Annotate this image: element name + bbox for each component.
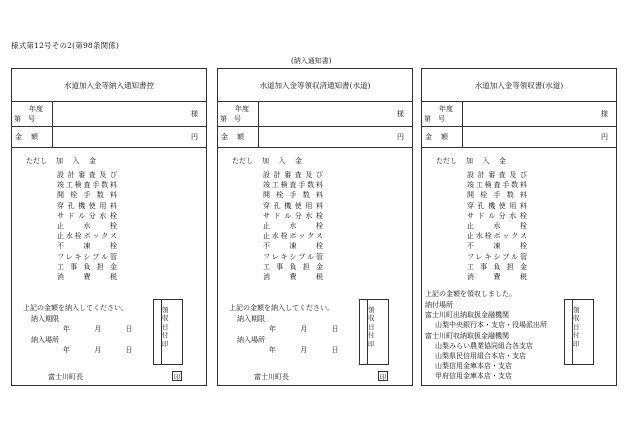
mayor-name: 富士川町長 xyxy=(254,373,289,381)
receipt-date-stamp-box xyxy=(564,299,594,365)
fee-item: フレキシブル管 xyxy=(263,252,323,261)
tadashi-label: ただし xyxy=(26,157,47,165)
fee-item: 設計審査及び xyxy=(263,171,323,179)
number-label-cell xyxy=(218,101,259,126)
fee-item: フレキシブル管 xyxy=(57,252,117,261)
form-reference: 様式第12号その2(第98条関係) xyxy=(11,41,120,50)
fee-item: サドル分水栓 xyxy=(467,211,527,220)
fee-item: 止水栓ボックス xyxy=(57,232,117,241)
number-row xyxy=(422,101,616,127)
number-row xyxy=(12,101,206,127)
fee-item: 止水栓 xyxy=(263,222,323,231)
deadline-date: 年 月 日 xyxy=(63,325,133,333)
mayor-name: 富士川町長 xyxy=(48,373,83,381)
pay-place-item: 富士川町収納取扱金融機関 xyxy=(425,331,509,340)
addressee-suffix: 様 xyxy=(397,110,404,118)
kanyu-kin-label: 加入金 xyxy=(466,157,516,165)
receipt-sentence: 上記の金額を領収しました。 xyxy=(425,290,516,298)
fee-item: 不凍栓 xyxy=(263,242,323,251)
yen-unit: 円 xyxy=(397,133,404,141)
fee-item: 穿孔機使用料 xyxy=(467,201,527,210)
panel-receipt-notice xyxy=(217,68,413,386)
stamp-label: 領収日付印 xyxy=(162,306,169,348)
amount-row xyxy=(422,126,616,148)
stamp-label: 領収日付印 xyxy=(368,306,375,348)
fee-item: 止水栓ボックス xyxy=(467,232,527,241)
receipt-date-stamp-box xyxy=(359,299,389,365)
panel-receipt xyxy=(421,68,617,386)
amount-label: 金額 xyxy=(221,133,253,141)
tadashi-label: ただし xyxy=(232,157,253,165)
panel-title xyxy=(422,69,616,102)
amount-label-cell xyxy=(218,126,259,147)
fee-item-list xyxy=(467,170,527,282)
fiscal-year-label: 年度 xyxy=(235,105,249,113)
notice-sentence: 上記の金額を納入してください。 xyxy=(229,304,334,312)
tadashi-label: ただし xyxy=(436,157,457,165)
fiscal-year-label: 年度 xyxy=(29,105,43,113)
fee-item: 竣工検査手数料 xyxy=(467,181,527,190)
fee-item: 不凍栓 xyxy=(467,242,527,251)
fee-item: 設計審査及び xyxy=(467,171,527,179)
fee-item: 工事負担金 xyxy=(263,262,323,271)
fee-item: 竣工検査手数料 xyxy=(263,181,323,190)
panel-title xyxy=(12,69,206,102)
place-label: 納入場所 xyxy=(237,335,265,344)
addressee-suffix: 様 xyxy=(601,110,608,118)
fiscal-year-label: 年度 xyxy=(439,105,453,113)
fee-item: 穿孔機使用料 xyxy=(57,201,117,210)
fee-item: 止水栓 xyxy=(467,222,527,231)
fee-item-list xyxy=(57,170,117,282)
fee-item: 穿孔機使用料 xyxy=(263,201,323,210)
panel-title xyxy=(218,69,412,102)
amount-row xyxy=(12,126,206,148)
seal-mark: 印 xyxy=(379,372,387,381)
amount-label-cell xyxy=(12,126,53,147)
stamp-label: 領収日付印 xyxy=(573,306,580,348)
fee-item: 開栓手数料 xyxy=(57,191,117,200)
kanyu-kin-label: 加入金 xyxy=(262,157,312,165)
number-label-cell xyxy=(422,101,463,126)
amount-label: 金額 xyxy=(425,133,457,141)
number-label: 第号 xyxy=(424,115,452,123)
notice-sentence: 上記の金額を納入してください。 xyxy=(23,304,128,312)
place-date: 年 月 日 xyxy=(269,346,339,354)
pay-place-label: 納付場所 xyxy=(425,301,453,309)
fee-item: 消費税 xyxy=(263,273,323,282)
fee-item: 竣工検査手数料 xyxy=(57,181,117,190)
place-label: 納入場所 xyxy=(31,335,59,344)
fee-item: 工事負担金 xyxy=(467,262,527,271)
yen-unit: 円 xyxy=(191,133,198,141)
fee-item: フレキシブル管 xyxy=(467,252,527,261)
fee-item: 不凍栓 xyxy=(57,242,117,251)
fee-item: サドル分水栓 xyxy=(263,211,323,220)
fee-item: 消費税 xyxy=(57,273,117,282)
deadline-date: 年 月 日 xyxy=(269,325,339,333)
panel-title-text: 水道加入金等領収書(水道) xyxy=(474,80,564,90)
fee-item: 止水栓 xyxy=(57,222,117,231)
pay-place-item: 甲府信用金庫本店・支店 xyxy=(435,372,512,381)
fee-item: 工事負担金 xyxy=(57,262,117,271)
pay-place-item: 山梨みらい農業協同組合各支店 xyxy=(435,341,533,350)
place-date: 年 月 日 xyxy=(63,346,133,354)
fee-item: 開栓手数料 xyxy=(467,191,527,200)
panel-notice-copy xyxy=(11,68,207,386)
pay-place-item: 山梨中央銀行本・支店・役場派出所 xyxy=(435,321,547,330)
payment-notice-block xyxy=(23,303,132,356)
amount-label: 金額 xyxy=(15,133,47,141)
fee-item: 開栓手数料 xyxy=(263,191,323,200)
payment-places xyxy=(425,300,547,382)
fee-item-list xyxy=(263,170,323,282)
amount-label-cell xyxy=(422,126,463,147)
number-label-cell xyxy=(12,101,53,126)
deadline-label: 納入期限 xyxy=(237,314,265,323)
number-row xyxy=(218,101,412,127)
fee-item: サドル分水栓 xyxy=(57,211,117,220)
fee-item: 消費税 xyxy=(467,273,527,282)
number-label: 第号 xyxy=(14,115,42,123)
fee-item: 設計審査及び xyxy=(57,171,117,179)
panel-title-text: 水道加入金等領収済通知書(水道) xyxy=(259,80,371,90)
number-label: 第号 xyxy=(220,115,248,123)
receipt-date-stamp-box xyxy=(153,299,183,365)
addressee-suffix: 様 xyxy=(191,110,198,118)
pay-place-item: 山梨信用金庫本店・支店 xyxy=(435,362,512,371)
amount-row xyxy=(218,126,412,148)
yen-unit: 円 xyxy=(601,133,608,141)
pay-place-item: 山梨県民信用組合本店・支店 xyxy=(435,352,526,361)
fee-item: 止水栓ボックス xyxy=(263,232,323,241)
deadline-label: 納入期限 xyxy=(31,314,59,323)
notice-caption: (納入通知書) xyxy=(291,57,332,65)
seal-mark: 印 xyxy=(173,372,181,381)
payment-notice-block xyxy=(229,303,338,356)
panel-title-text: 水道加入金等納入通知書控 xyxy=(64,80,154,90)
kanyu-kin-label: 加入金 xyxy=(56,157,106,165)
pay-place-list xyxy=(425,310,547,381)
pay-place-item: 富士川町出納取扱金融機関 xyxy=(425,311,509,320)
